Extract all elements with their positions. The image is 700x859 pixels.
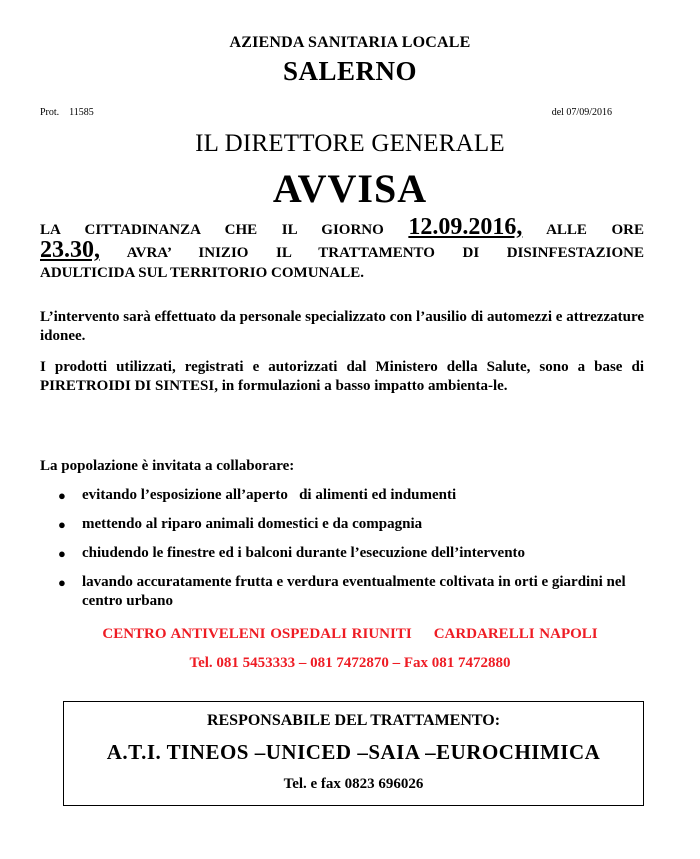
protocol-date: del 07/09/2016 [551,107,612,118]
poison-center-name-a: CENTRO ANTIVELENI OSPEDALI RIUNITI [102,626,412,642]
announcement-line-1 [40,214,644,240]
organization-name: AZIENDA SANITARIA LOCALE [229,34,471,51]
list-item [58,486,648,505]
bullet-icon: ● [58,488,66,503]
director-title: IL DIRETTORE GENERALE [195,130,505,157]
poison-center-phones: Tel. 081 5453333 – 081 7472870 – Fax 081 7472880 [189,655,511,671]
list-item [58,544,648,563]
notice-heading: AVVISA [272,166,428,211]
responsible-box [63,701,644,806]
announcement-line-2 [40,237,644,263]
poison-center-name [40,626,660,643]
bullet-icon: ● [58,575,66,590]
announcement-time: 23.30, [40,237,100,263]
intervention-paragraph: L’intervento sarà effettuato da personale specializzato con l’ausilio di automezzi e attrezzature idonee. [40,309,644,344]
protocol-number [40,107,94,118]
poison-center-name-b: CARDARELLI NAPOLI [433,626,598,642]
announcement-part2: ALLE ORE [546,222,644,238]
list-item-text: lavando accuratamente frutta e verdura eventualmente coltivata in orti e giardini nel centro urbano [82,574,626,609]
list-item [58,573,648,611]
bullet-icon: ● [58,517,66,532]
responsible-company: A.T.I. TINEOS –UNICED –SAIA –EUROCHIMICA [106,740,601,764]
list-item-text: mettendo al riparo animali domestici e da compagnia [82,516,423,532]
protocol-value: 11585 [69,107,94,118]
list-item-text: evitando l’esposizione all’aperto di alimenti ed indumenti [82,487,457,503]
invitation-intro: La popolazione è invitata a collaborare: [40,458,295,474]
announcement-part3: AVRA’ INIZIO IL TRATTAMENTO DI DISINFESTAZIONE [126,245,644,261]
responsible-label: RESPONSABILE DEL TRATTAMENTO: [206,712,501,729]
products-paragraph: I prodotti utilizzati, registrati e autorizzati dal Ministero della Salute, sono a base di PIRETROIDI DI SINTESI, in formulazioni a basso impatto ambienta-le. [40,359,644,394]
list-item-text: chiudendo le finestre ed i balconi durante l’esecuzione dell’intervento [82,545,526,561]
announcement-date: 12.09.2016, [408,214,523,240]
invitation-list [58,486,648,621]
responsible-contact: Tel. e fax 0823 696026 [283,776,424,792]
list-item [58,515,648,534]
announcement [40,214,644,283]
bullet-icon: ● [58,546,66,561]
announcement-part1: LA CITTADINANZA CHE IL GIORNO [40,222,384,238]
protocol-label: Prot. [40,107,60,118]
organization-city: SALERNO [282,56,418,86]
announcement-part4: ADULTICIDA SUL TERRITORIO COMUNALE. [40,265,364,281]
